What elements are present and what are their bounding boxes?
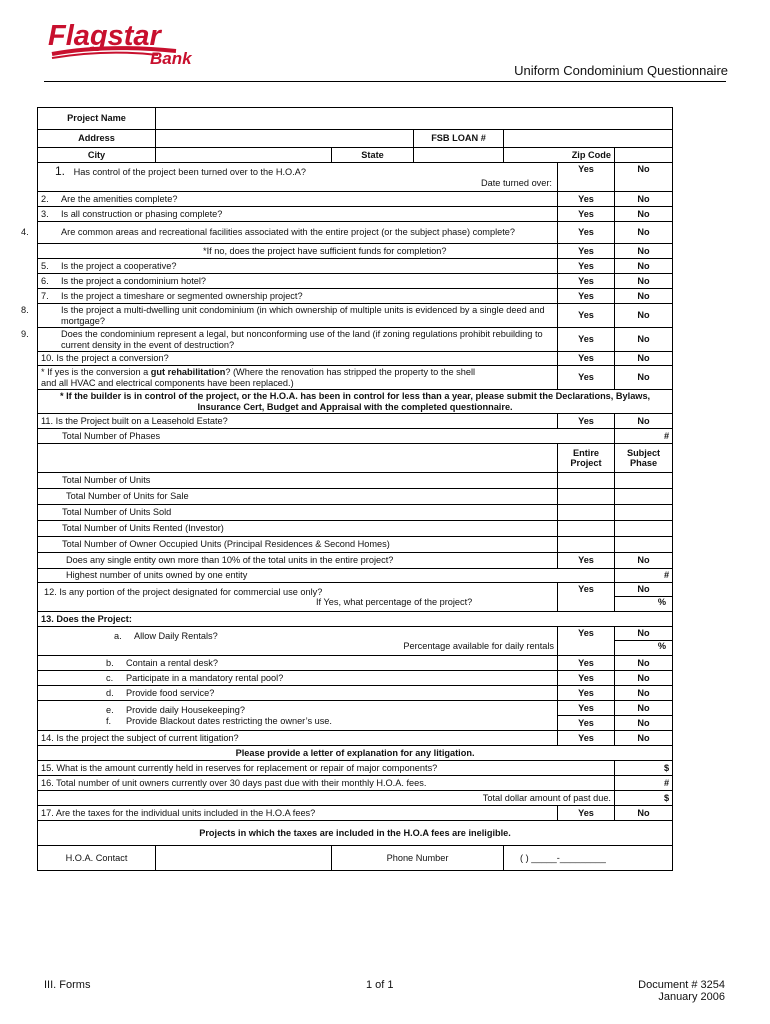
footer-doc-info bbox=[638, 979, 725, 1003]
q13c-text: Participate in a mandatory rental pool? bbox=[126, 672, 284, 683]
owner-occupied-entire[interactable] bbox=[558, 537, 615, 553]
q14-followup: Please provide a letter of explanation for any litigation. bbox=[38, 746, 673, 761]
phone-number-label: Phone Number bbox=[332, 846, 504, 871]
q2-yes[interactable]: Yes bbox=[558, 192, 615, 207]
project-name-field[interactable] bbox=[156, 108, 673, 130]
q7-no[interactable]: No bbox=[615, 289, 673, 304]
q13c-no[interactable]: No bbox=[615, 671, 673, 686]
row-phase-headers bbox=[38, 444, 673, 473]
row-owner-occupied bbox=[38, 537, 673, 553]
units-rented-entire[interactable] bbox=[558, 521, 615, 537]
row-q2 bbox=[38, 192, 673, 207]
q13e-no[interactable]: No bbox=[615, 701, 672, 716]
row-highest-owned bbox=[38, 569, 673, 583]
row-q5 bbox=[38, 259, 673, 274]
q1-text: Has control of the project been turned over to the H.O.A? bbox=[73, 167, 306, 177]
q13b-yes[interactable]: Yes bbox=[558, 656, 615, 671]
taxes-notice: Projects in which the taxes are included in the H.O.A fees are ineligible. bbox=[38, 821, 673, 846]
q4-followup: *If no, does the project have sufficient funds for completion? bbox=[38, 244, 558, 259]
address-label: Address bbox=[38, 130, 156, 148]
q10-followup-bold: gut rehabilitation bbox=[150, 367, 226, 377]
row-q17 bbox=[38, 806, 673, 821]
q13a-pct[interactable]: % bbox=[657, 640, 667, 651]
q13a-yes[interactable]: Yes bbox=[558, 627, 615, 656]
q13c-yes[interactable]: Yes bbox=[558, 671, 615, 686]
highest-owned-hash[interactable]: # bbox=[615, 569, 673, 583]
q4f-no[interactable]: No bbox=[615, 244, 673, 259]
hoa-contact-label: H.O.A. Contact bbox=[38, 846, 156, 871]
row-notice-builder bbox=[38, 390, 673, 414]
units-sold-label: Total Number of Units Sold bbox=[38, 505, 558, 521]
q13f-letter: f. bbox=[106, 715, 112, 726]
row-q12 bbox=[38, 583, 673, 612]
q12-no[interactable]: No bbox=[615, 584, 672, 597]
row-q13a bbox=[38, 627, 673, 656]
q2-no[interactable]: No bbox=[615, 192, 673, 207]
row-phases bbox=[38, 429, 673, 444]
footer-page: 1 of 1 bbox=[366, 979, 394, 991]
project-name-label: Project Name bbox=[38, 108, 156, 130]
q15-text: 15. What is the amount currently held in reserves for replacement or repair of major components? bbox=[38, 761, 615, 776]
q13a-letter: a. bbox=[114, 630, 122, 641]
q16-dollar[interactable]: $ bbox=[615, 791, 673, 806]
q10f-yes[interactable]: Yes bbox=[558, 366, 615, 390]
units-sold-subject[interactable] bbox=[615, 505, 673, 521]
q12-yes[interactable]: Yes bbox=[558, 583, 615, 612]
q17-no[interactable]: No bbox=[615, 806, 673, 821]
flagstar-logo bbox=[46, 18, 226, 66]
q12-followup: If Yes, what percentage of the project? bbox=[316, 597, 473, 607]
q4-text: Are common areas and recreational facilities associated with the entire project (or the subject phase) complete? bbox=[61, 227, 515, 238]
q13b-text: Contain a rental desk? bbox=[126, 657, 218, 668]
row-q6 bbox=[38, 274, 673, 289]
q11-text: 11. Is the Project built on a Leasehold Estate? bbox=[38, 414, 558, 429]
q9-no[interactable]: No bbox=[615, 328, 673, 352]
row-q15 bbox=[38, 761, 673, 776]
hoa-contact-field[interactable] bbox=[156, 846, 332, 871]
city-label: City bbox=[38, 148, 156, 163]
q1-no[interactable]: No bbox=[615, 163, 673, 192]
q17-yes[interactable]: Yes bbox=[558, 806, 615, 821]
q9-num: 9. bbox=[21, 329, 29, 339]
q13f-yes[interactable]: Yes bbox=[578, 718, 594, 728]
phases-label: Total Number of Phases bbox=[38, 429, 615, 444]
units-for-sale-entire[interactable] bbox=[558, 489, 615, 505]
q6-yes[interactable]: Yes bbox=[558, 274, 615, 289]
q6-num: 6. bbox=[41, 275, 49, 286]
city-field[interactable] bbox=[156, 148, 332, 163]
q8-num: 8. bbox=[21, 305, 29, 315]
q8-no[interactable]: No bbox=[615, 304, 673, 328]
q3-no[interactable]: No bbox=[615, 207, 673, 222]
q10-yes[interactable]: Yes bbox=[558, 352, 615, 366]
q5-num: 5. bbox=[41, 260, 49, 271]
q13d-no[interactable]: No bbox=[615, 686, 673, 701]
q13a-text: Allow Daily Rentals? bbox=[134, 630, 218, 641]
questionnaire-table bbox=[21, 107, 673, 871]
row-q13ef bbox=[38, 701, 673, 731]
q5-text: Is the project a cooperative? bbox=[61, 260, 177, 271]
row-q10-followup bbox=[38, 366, 673, 390]
total-units-subject[interactable] bbox=[615, 473, 673, 489]
logo-sub: Bank bbox=[150, 49, 192, 66]
q1-yes[interactable]: Yes bbox=[558, 163, 615, 192]
row-units-sold bbox=[38, 505, 673, 521]
q13b-no[interactable]: No bbox=[615, 656, 673, 671]
q8-yes[interactable]: Yes bbox=[558, 304, 615, 328]
fsb-loan-label: FSB LOAN # bbox=[414, 130, 504, 148]
q2-num: 2. bbox=[41, 193, 49, 204]
row-project-name bbox=[38, 108, 673, 130]
row-hoa-contact bbox=[38, 846, 673, 871]
q6-no[interactable]: No bbox=[615, 274, 673, 289]
row-q4-followup bbox=[38, 244, 673, 259]
row-q1 bbox=[38, 163, 673, 192]
page-title: Uniform Condominium Questionnaire bbox=[514, 63, 728, 78]
row-q11 bbox=[38, 414, 673, 429]
q3-yes[interactable]: Yes bbox=[558, 207, 615, 222]
title-rule bbox=[44, 81, 726, 82]
q10f-no[interactable]: No bbox=[615, 366, 673, 390]
q16-hash[interactable]: # bbox=[615, 776, 673, 791]
owner-occupied-subject[interactable] bbox=[615, 537, 673, 553]
entire-project-header: Entire Project bbox=[558, 444, 615, 473]
row-q16 bbox=[38, 776, 673, 791]
q13a-followup: Percentage available for daily rentals bbox=[403, 641, 554, 651]
row-address bbox=[38, 130, 673, 148]
q13e-text: Provide daily Housekeeping? bbox=[126, 705, 246, 715]
single-entity-label: Does any single entity own more than 10% of the total units in the entire project? bbox=[38, 553, 558, 569]
footer-section: III. Forms bbox=[44, 979, 91, 991]
row-units-for-sale bbox=[38, 489, 673, 505]
row-q9 bbox=[38, 328, 673, 352]
units-sold-entire[interactable] bbox=[558, 505, 615, 521]
q1-num: 1. bbox=[55, 164, 66, 178]
q2-text: Are the amenities complete? bbox=[61, 193, 178, 204]
q13e-yes[interactable]: Yes bbox=[558, 701, 614, 716]
q14-no[interactable]: No bbox=[615, 731, 673, 746]
q4-num: 4. bbox=[21, 227, 29, 238]
row-single-entity bbox=[38, 553, 673, 569]
q13c-letter: c. bbox=[106, 672, 114, 683]
q3-num: 3. bbox=[41, 208, 49, 219]
q10-followup-a: * If yes is the conversion a bbox=[41, 367, 151, 377]
q16-text: 16. Total number of unit owners currently over 30 days past due with their monthly H.O.A. fees. bbox=[38, 776, 615, 791]
owner-occupied-label: Total Number of Owner Occupied Units (Principal Residences & Second Homes) bbox=[38, 537, 558, 553]
q12-pct[interactable]: % bbox=[657, 596, 667, 607]
q14-text: 14. Is the project the subject of current litigation? bbox=[38, 731, 558, 746]
row-q16-followup bbox=[38, 791, 673, 806]
footer-doc-number: Document # 3254 bbox=[638, 979, 725, 991]
row-q10 bbox=[38, 352, 673, 366]
single-entity-yes[interactable]: Yes bbox=[558, 553, 615, 569]
q16-followup: Total dollar amount of past due. bbox=[38, 791, 615, 806]
q14-yes[interactable]: Yes bbox=[558, 731, 615, 746]
row-q8 bbox=[38, 304, 673, 328]
q13d-yes[interactable]: Yes bbox=[558, 686, 615, 701]
q10-followup-b: ? (Where the renovation has stripped the property to the shell and all HVAC and electrical components have been replaced.) bbox=[41, 367, 476, 388]
units-for-sale-subject[interactable] bbox=[615, 489, 673, 505]
row-q3 bbox=[38, 207, 673, 222]
q17-text: 17. Are the taxes for the individual units included in the H.O.A fees? bbox=[38, 806, 558, 821]
q13-title: 13. Does the Project: bbox=[38, 612, 673, 627]
q5-yes[interactable]: Yes bbox=[558, 259, 615, 274]
phase-header-spacer bbox=[38, 444, 558, 473]
phone-number-field[interactable]: ( ) _____-_________ bbox=[504, 846, 673, 871]
total-units-entire[interactable] bbox=[558, 473, 615, 489]
q13f-no[interactable]: No bbox=[637, 718, 650, 728]
q7-text: Is the project a timeshare or segmented ownership project? bbox=[61, 290, 303, 301]
q8-text: Is the project a multi-dwelling unit condominium (in which ownership of multiple units is evidenced by a single deed and mortgage? bbox=[61, 305, 545, 326]
q10-text: 10. Is the project a conversion? bbox=[38, 352, 558, 366]
row-units-rented bbox=[38, 521, 673, 537]
q13d-letter: d. bbox=[106, 687, 114, 698]
row-q4 bbox=[38, 222, 673, 244]
q11-no[interactable]: No bbox=[615, 414, 673, 429]
q7-yes[interactable]: Yes bbox=[558, 289, 615, 304]
units-for-sale-label: Total Number of Units for Sale bbox=[38, 489, 558, 505]
footer-date: January 2006 bbox=[658, 991, 725, 1003]
q13f-text: Provide Blackout dates restricting the owner’s use. bbox=[126, 715, 332, 726]
q15-dollar[interactable]: $ bbox=[615, 761, 673, 776]
q13e-letter: e. bbox=[106, 705, 114, 715]
row-q13c bbox=[38, 671, 673, 686]
row-q13-title bbox=[38, 612, 673, 627]
logo-wordmark: Flagstar bbox=[48, 20, 161, 52]
builder-notice: * If the builder is in control of the project, or the H.O.A. has been in control for less than a year, please submit the Declarations, Bylaws, Insurance Cert, Budget and Appraisal with the completed questionnaire. bbox=[38, 390, 673, 414]
row-q14-followup bbox=[38, 746, 673, 761]
state-label: State bbox=[332, 148, 414, 163]
q10-no[interactable]: No bbox=[615, 352, 673, 366]
fsb-loan-field[interactable] bbox=[504, 130, 673, 148]
single-entity-no[interactable]: No bbox=[615, 553, 673, 569]
q13b-letter: b. bbox=[106, 657, 114, 668]
q11-yes[interactable]: Yes bbox=[558, 414, 615, 429]
subject-phase-header: Subject Phase bbox=[615, 444, 673, 473]
total-units-label: Total Number of Units bbox=[38, 473, 558, 489]
q7-num: 7. bbox=[41, 290, 49, 301]
units-rented-subject[interactable] bbox=[615, 521, 673, 537]
zip-field[interactable] bbox=[615, 148, 673, 163]
zip-label: Zip Code bbox=[504, 148, 615, 163]
q5-no[interactable]: No bbox=[615, 259, 673, 274]
q3-text: Is all construction or phasing complete? bbox=[61, 208, 223, 219]
q9-yes[interactable]: Yes bbox=[558, 328, 615, 352]
q1-date-label: Date turned over: bbox=[481, 177, 552, 188]
row-q7 bbox=[38, 289, 673, 304]
q9-text: Does the condominium represent a legal, but nonconforming use of the land (if zoning regulations prohibit rebuilding to current density in the event of destruction? bbox=[61, 329, 543, 350]
q12-text: 12. Is any portion of the project designated for commercial use only? bbox=[44, 586, 323, 597]
phases-hash[interactable]: # bbox=[615, 429, 673, 444]
units-rented-label: Total Number of Units Rented (Investor) bbox=[38, 521, 558, 537]
q6-text: Is the project a condominium hotel? bbox=[61, 275, 207, 286]
q13d-text: Provide food service? bbox=[126, 687, 215, 698]
highest-owned-label: Highest number of units owned by one entity bbox=[38, 569, 615, 583]
row-q14 bbox=[38, 731, 673, 746]
row-city bbox=[38, 148, 673, 163]
row-q13d bbox=[38, 686, 673, 701]
row-total-units bbox=[38, 473, 673, 489]
q4-yes[interactable]: Yes bbox=[558, 222, 615, 244]
address-field[interactable] bbox=[156, 130, 414, 148]
state-field[interactable] bbox=[414, 148, 504, 163]
q13a-no[interactable]: No bbox=[615, 628, 672, 641]
row-q13b bbox=[38, 656, 673, 671]
row-notice-taxes bbox=[38, 821, 673, 846]
q4f-yes[interactable]: Yes bbox=[558, 244, 615, 259]
q4-no[interactable]: No bbox=[615, 222, 673, 244]
